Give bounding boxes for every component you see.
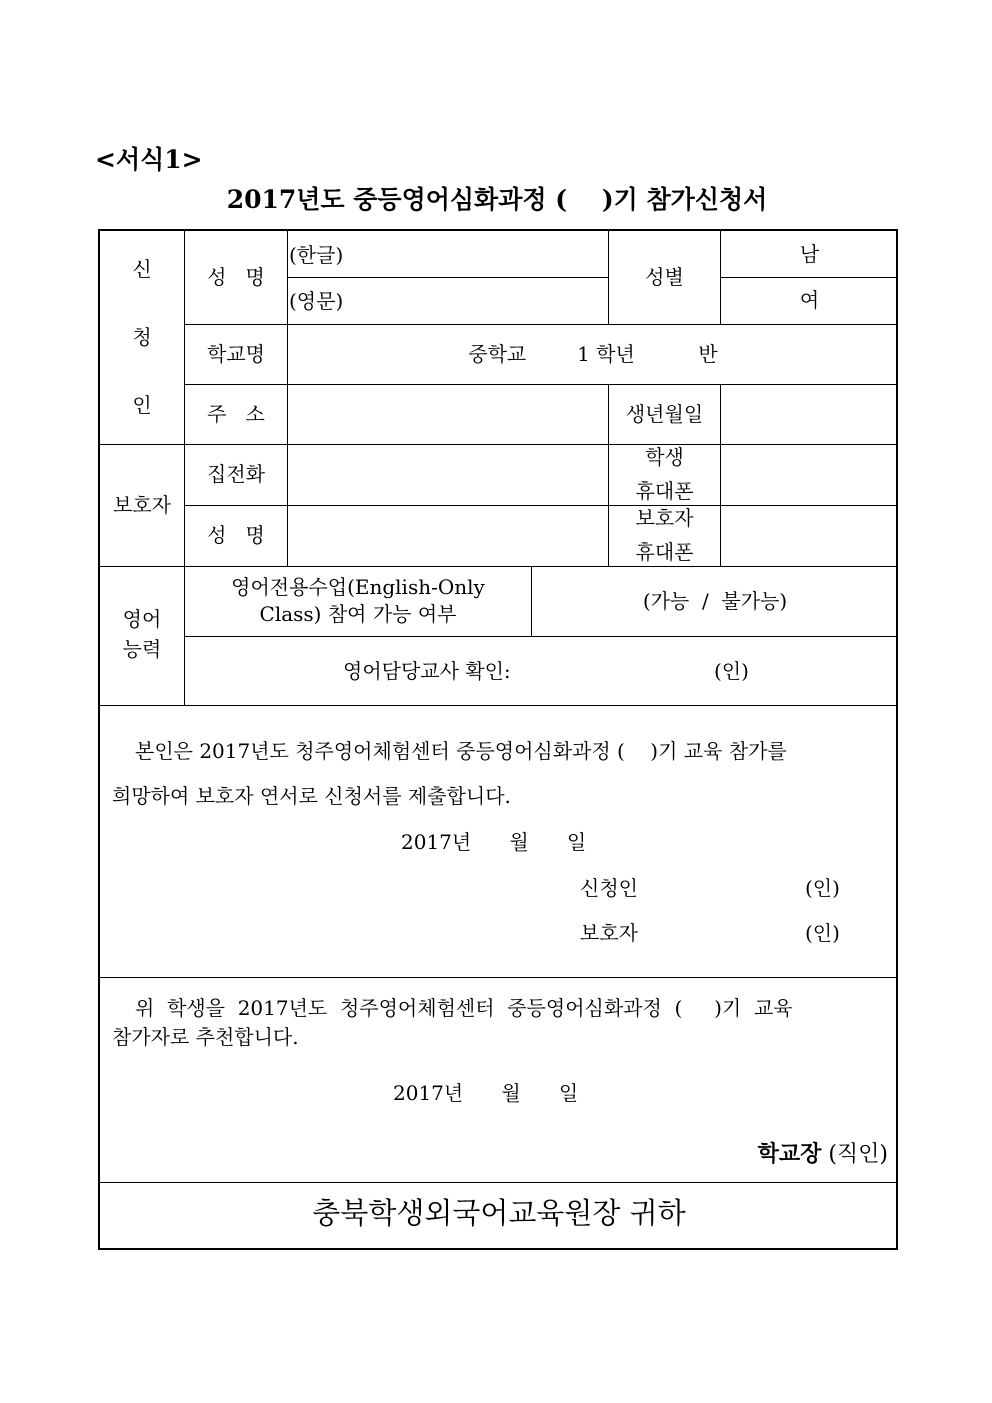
form-number-label: <서식1>: [95, 145, 203, 174]
name-korean-field[interactable]: (한글): [289, 243, 344, 267]
grid-line: [720, 384, 721, 566]
school-label: 학교명: [207, 342, 265, 366]
recommendation-line-1: 위 학생을 2017년도 청주영어체험센터 중등영어심화과정 ( )기 교육: [135, 996, 793, 1020]
grid-line: [185, 505, 898, 506]
english-class-question-2: Class) 참여 가능 여부: [259, 602, 457, 626]
address-label: 주 소: [207, 402, 265, 426]
grid-line: [100, 1182, 898, 1183]
english-class-question-1: 영어전용수업(English-Only: [231, 575, 485, 599]
declaration-date[interactable]: 2017년 월 일: [401, 830, 587, 854]
name-english-field[interactable]: (영문): [289, 289, 344, 313]
principal-seal: (직인): [828, 1142, 888, 1167]
recommendation-line-2: 참가자로 추천합니다.: [112, 1025, 299, 1049]
applicant-section-label-2: 청: [132, 325, 152, 349]
principal-label: 학교장: [757, 1141, 822, 1167]
applicant-sign-label: 신청인: [580, 876, 638, 900]
student-phone-label-1: 학생: [645, 445, 684, 469]
guardian-section-label: 보호자: [113, 493, 171, 517]
guardian-seal: (인): [805, 921, 840, 945]
gender-female-option[interactable]: 여: [799, 288, 820, 312]
applicant-seal: (인): [805, 876, 840, 900]
grid-line: [100, 566, 898, 567]
birth-date-label: 생년월일: [625, 402, 704, 426]
grid-line: [185, 324, 898, 325]
home-phone-label: 집전화: [207, 462, 265, 486]
declaration-line-1: 본인은 2017년도 청주영어체험센터 중등영어심화과정 ( )기 교육 참가를: [135, 739, 787, 763]
name-label: 성 명: [207, 265, 265, 289]
applicant-section-label-3: 인: [132, 393, 152, 417]
teacher-confirm-label: 영어담당교사 확인:: [343, 659, 511, 683]
grid-line: [287, 277, 608, 278]
english-class-answer[interactable]: (가능 / 불가능): [642, 589, 788, 613]
document-title: 2017년도 중등영어심화과정 ( )기 참가신청서: [226, 185, 768, 214]
grid-line: [100, 705, 898, 706]
english-section-label-1: 영어: [122, 607, 162, 631]
recommendation-date[interactable]: 2017년 월 일: [393, 1081, 579, 1105]
grid-line: [100, 444, 898, 445]
school-value-field[interactable]: 중학교 1 학년 반: [468, 342, 718, 366]
declaration-line-2: 희망하여 보호자 연서로 신청서를 제출합니다.: [112, 784, 511, 808]
applicant-section-label-1: 신: [132, 257, 152, 281]
addressee-line: 충북학생외국어교육원장 귀하: [312, 1196, 686, 1230]
gender-label: 성별: [645, 265, 684, 289]
student-phone-label-2: 휴대폰: [635, 479, 694, 503]
guardian-name-label: 성 명: [207, 523, 265, 547]
grid-line: [100, 977, 898, 978]
application-form-table: [98, 229, 898, 1250]
grid-line: [720, 277, 898, 278]
grid-line: [287, 231, 288, 566]
grid-line: [185, 636, 898, 637]
guardian-phone-label-1: 보호자: [635, 506, 694, 530]
teacher-seal: (인): [714, 659, 749, 683]
guardian-phone-label-2: 휴대폰: [635, 540, 694, 564]
grid-line: [185, 384, 898, 385]
principal-signature-line: [710, 1143, 888, 1166]
guardian-sign-label: 보호자: [580, 921, 638, 945]
english-section-label-2: 능력: [122, 637, 162, 661]
gender-male-option[interactable]: 남: [799, 242, 820, 266]
